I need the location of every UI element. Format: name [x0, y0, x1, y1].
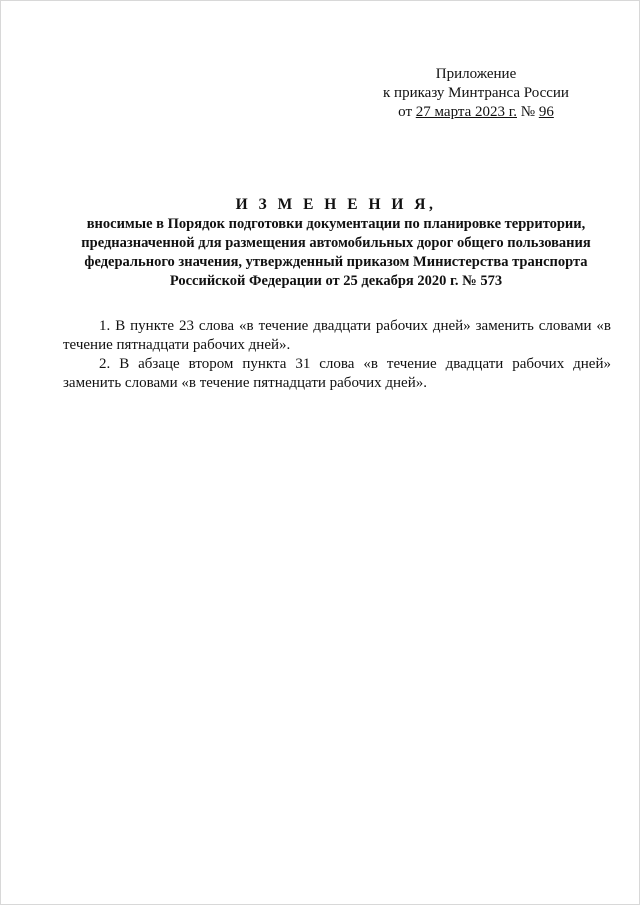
document-title [61, 195, 611, 291]
appendix-order-ref: к приказу Минтранса России [383, 85, 569, 101]
appendix-number-sign: № [517, 104, 539, 120]
title-line: предназначенной для размещения автомобильных дорог общего пользования [81, 235, 591, 251]
title-line: вносимые в Порядок подготовки документации по планировке территории, [86, 216, 586, 232]
title-heading: И З М Е Н Е Н И Я, [235, 196, 437, 213]
appendix-order-date-line [361, 103, 591, 122]
appendix-label: Приложение [435, 66, 517, 82]
title-line: федерального значения, утвержденный приказом Министерства транспорта [84, 254, 588, 270]
amendment-item-1: 1. В пункте 23 слова «в течение двадцати рабочих дней» заменить словами «в течение пятнадцати рабочих дней». [63, 318, 611, 353]
appendix-date: 27 марта 2023 г. [415, 104, 517, 120]
document-body [63, 317, 611, 393]
amendment-item-2: 2. В абзаце втором пункта 31 слова «в течение двадцати рабочих дней» заменить словами «в течение пятнадцати рабочих дней». [63, 356, 611, 391]
title-line: Российской Федерации от 25 декабря 2020 г. № 573 [169, 273, 503, 289]
appendix-date-prefix: от [398, 104, 416, 120]
appendix-header [361, 65, 591, 122]
appendix-number: 96 [538, 104, 554, 120]
